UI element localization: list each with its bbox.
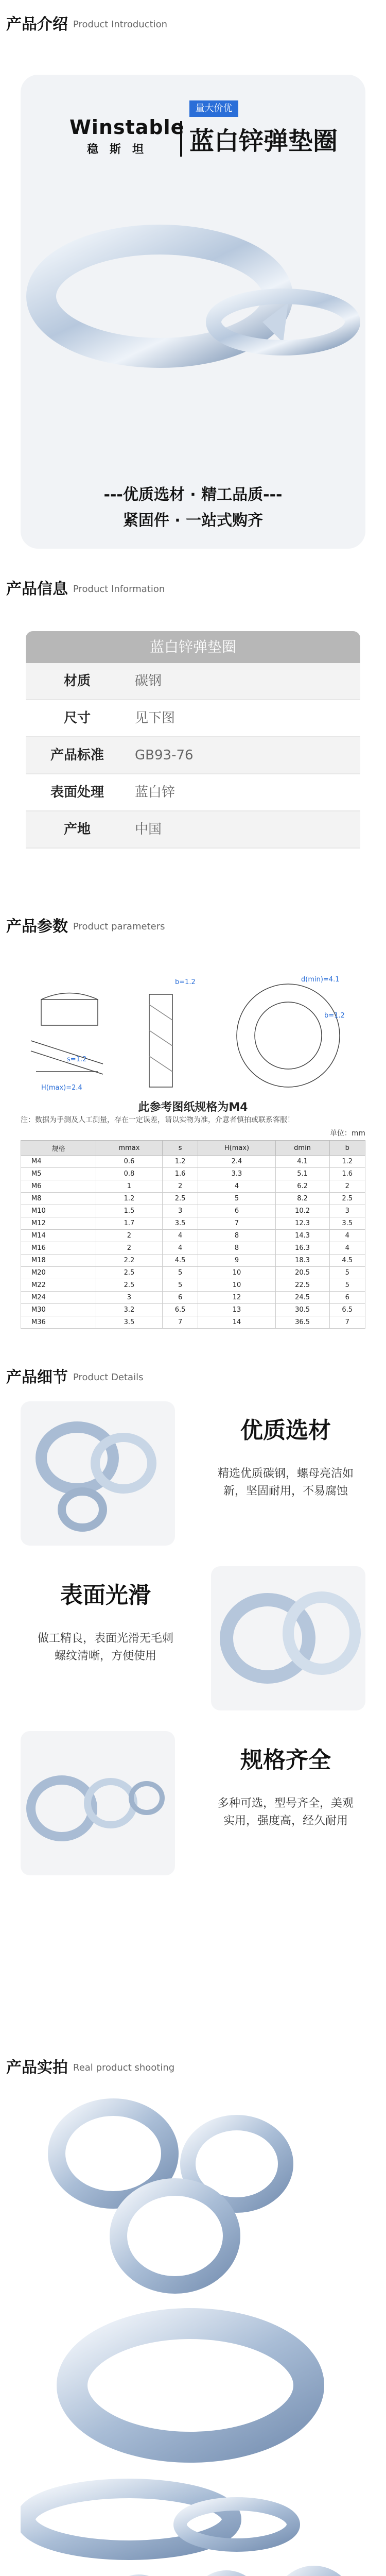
info-row — [26, 811, 360, 849]
spec-cell: 1.2 — [162, 1156, 198, 1168]
spec-cell: 2.5 — [162, 1193, 198, 1205]
spec-cell: 4 — [198, 1180, 275, 1193]
spec-cell: 20.5 — [275, 1267, 329, 1279]
spec-cell: 22.5 — [275, 1279, 329, 1292]
spec-cell: 8 — [198, 1230, 275, 1242]
spec-cell: 1.6 — [162, 1168, 198, 1180]
spec-cell: 5 — [329, 1267, 365, 1279]
spec-cell: 1 — [96, 1180, 162, 1193]
photo-washer-sideview — [26, 2488, 293, 2550]
spec-row — [21, 1168, 365, 1180]
spec-row — [21, 1279, 365, 1292]
spec-cell: 6.5 — [329, 1304, 365, 1316]
feature-desc-line: 新，坚固耐用，不易腐蚀 — [223, 1485, 348, 1498]
info-value: GB93-76 — [135, 748, 194, 763]
info-table — [26, 631, 360, 849]
spec-row — [21, 1304, 365, 1316]
spec-cell: 5 — [162, 1279, 198, 1292]
spec-cell: 13 — [198, 1304, 275, 1316]
spec-row — [21, 1230, 365, 1242]
product-photos — [21, 2097, 365, 2576]
spec-cell: 2 — [96, 1242, 162, 1255]
photo-washer-group — [57, 2107, 286, 2285]
info-value: 见下图 — [135, 710, 176, 726]
photo-single-washer — [72, 2324, 309, 2447]
info-key: 表面处理 — [50, 785, 104, 800]
feature-desc-line: 实用，强度高，经久耐用 — [223, 1815, 348, 1827]
label-b-top: b=1.2 — [175, 978, 196, 986]
feature-title: 表面光滑 — [60, 1582, 151, 1608]
spec-row — [21, 1205, 365, 1217]
spec-cell: 36.5 — [275, 1316, 329, 1329]
spec-header: dmin — [275, 1141, 329, 1156]
price-badge: 量大价优 — [189, 100, 238, 117]
spec-cell: 6 — [162, 1292, 198, 1304]
info-row — [26, 774, 360, 811]
feature-desc — [21, 1630, 190, 1665]
feature-desc — [201, 1795, 371, 1830]
spec-cell: 3.3 — [198, 1168, 275, 1180]
spec-cell: 2.5 — [329, 1193, 365, 1205]
detail-image-1 — [21, 1401, 175, 1546]
spec-cell: 16.3 — [275, 1242, 329, 1255]
spec-cell: 1.2 — [96, 1193, 162, 1205]
spec-row — [21, 1267, 365, 1279]
detail-image-3 — [21, 1731, 175, 1875]
spec-cell: M18 — [21, 1255, 96, 1267]
spec-cell: 6 — [329, 1292, 365, 1304]
section-subtitle: Product Information — [73, 583, 165, 595]
spec-row — [21, 1217, 365, 1230]
info-key: 产品标准 — [50, 748, 104, 763]
info-table-caption: 蓝白锌弹垫圈 — [26, 631, 360, 663]
measurement-note: 注：数据为手测及人工测量，存在一定误差，请以实物为准，介意者慎拍或联系客服！ — [21, 1116, 294, 1124]
spec-cell: 4.5 — [329, 1255, 365, 1267]
section-subtitle: Product Introduction — [73, 19, 168, 30]
info-row — [26, 663, 360, 700]
spec-cell: M10 — [21, 1205, 96, 1217]
spec-cell: M14 — [21, 1230, 96, 1242]
spec-cell: 10 — [198, 1279, 275, 1292]
spec-cell: 4.5 — [162, 1255, 198, 1267]
info-key: 材质 — [63, 673, 91, 689]
spec-cell: 4 — [329, 1230, 365, 1242]
spec-row — [21, 1316, 365, 1329]
spec-cell: 3.2 — [96, 1304, 162, 1316]
spec-cell: 7 — [329, 1316, 365, 1329]
spec-cell: M20 — [21, 1267, 96, 1279]
spec-cell: 6.5 — [162, 1304, 198, 1316]
info-row — [26, 700, 360, 737]
spec-cell: M8 — [21, 1193, 96, 1205]
spec-cell: 5.1 — [275, 1168, 329, 1180]
spec-cell: M22 — [21, 1279, 96, 1292]
spec-cell: M24 — [21, 1292, 96, 1304]
photo-washer-row — [39, 2571, 350, 2576]
spec-cell: 3 — [96, 1292, 162, 1304]
spec-cell: 2.5 — [96, 1267, 162, 1279]
spec-header: 规格 — [21, 1141, 96, 1156]
dimension-drawing — [21, 963, 365, 1097]
info-value: 中国 — [135, 822, 162, 837]
spec-header: H(max) — [198, 1141, 275, 1156]
section-header-photos — [0, 2050, 386, 2081]
section-header-params — [0, 909, 386, 940]
spec-cell: 14 — [198, 1316, 275, 1329]
spec-cell: 6 — [198, 1205, 275, 1217]
brand-name-cn: 稳斯坦 — [86, 143, 155, 156]
detail-feature-3 — [201, 1741, 371, 1886]
spec-cell: 3.5 — [329, 1217, 365, 1230]
spec-cell: 0.8 — [96, 1168, 162, 1180]
spec-cell: 6.2 — [275, 1180, 329, 1193]
feature-desc-line: 精选优质碳钢，螺母亮洁如 — [217, 1467, 354, 1480]
spec-cell: 12 — [198, 1292, 275, 1304]
feature-title: 规格齐全 — [240, 1747, 331, 1773]
spec-cell: 4.1 — [275, 1156, 329, 1168]
spec-cell: M6 — [21, 1180, 96, 1193]
spec-cell: 10.2 — [275, 1205, 329, 1217]
product-title: 蓝白锌弹垫圈 — [180, 121, 338, 157]
section-subtitle: Real product shooting — [73, 2062, 175, 2073]
spec-cell: M16 — [21, 1242, 96, 1255]
slogan-line-2: 紧固件 · 一站式购齐 — [122, 512, 264, 530]
spec-cell: 5 — [198, 1193, 275, 1205]
info-key: 尺寸 — [63, 710, 91, 726]
section-title: 产品实拍 — [6, 2059, 68, 2077]
feature-desc-line: 做工精良，表面光滑无毛刺 — [37, 1632, 173, 1645]
spec-cell: 2.2 — [96, 1255, 162, 1267]
spec-cell: 4 — [162, 1242, 198, 1255]
spec-cell: M12 — [21, 1217, 96, 1230]
spec-cell: 12.3 — [275, 1217, 329, 1230]
spec-cell: 4 — [162, 1230, 198, 1242]
spec-cell: 2 — [162, 1180, 198, 1193]
spec-cell: 4 — [329, 1242, 365, 1255]
label-b-right: b=1.2 — [324, 1012, 345, 1020]
washer-stack-icon — [21, 1401, 175, 1546]
info-value: 碳钢 — [135, 673, 162, 689]
spec-cell: 3.5 — [162, 1217, 198, 1230]
section-title: 产品参数 — [6, 918, 68, 936]
washer-sizes-icon — [21, 1731, 175, 1875]
detail-feature-2 — [21, 1577, 190, 1721]
spec-cell: 18.3 — [275, 1255, 329, 1267]
section-header-details — [0, 1360, 386, 1391]
spec-row — [21, 1156, 365, 1168]
spec-row — [21, 1193, 365, 1205]
spec-header-row — [21, 1141, 365, 1156]
washer-closeup-icon — [211, 1566, 365, 1710]
spec-cell: 2.4 — [198, 1156, 275, 1168]
spec-cell: 30.5 — [275, 1304, 329, 1316]
spec-cell: M4 — [21, 1156, 96, 1168]
hero-card — [21, 75, 365, 549]
spec-table — [21, 1140, 365, 1329]
spec-cell: 10 — [198, 1267, 275, 1279]
spec-cell: 24.5 — [275, 1292, 329, 1304]
spec-cell: M36 — [21, 1316, 96, 1329]
spec-header: mmax — [96, 1141, 162, 1156]
spec-cell: 3.5 — [96, 1316, 162, 1329]
spec-header: b — [329, 1141, 365, 1156]
section-title: 产品细节 — [6, 1368, 68, 1386]
spec-cell: 9 — [198, 1255, 275, 1267]
info-value: 蓝白锌 — [135, 785, 176, 800]
spec-cell: 1.2 — [329, 1156, 365, 1168]
spec-cell: 5 — [329, 1279, 365, 1292]
spec-cell: 8 — [198, 1242, 275, 1255]
spec-cell: 7 — [198, 1217, 275, 1230]
feature-desc — [201, 1465, 371, 1500]
section-title: 产品介绍 — [6, 15, 68, 33]
spec-cell: 2.5 — [96, 1279, 162, 1292]
spec-cell: 2 — [329, 1180, 365, 1193]
spec-cell: M30 — [21, 1304, 96, 1316]
label-dmin: d(min)=4.1 — [301, 976, 340, 984]
info-key: 产地 — [63, 822, 91, 837]
slogan-line-1: ---优质选材 · 精工品质--- — [103, 486, 283, 504]
spec-row — [21, 1180, 365, 1193]
spec-cell: 14.3 — [275, 1230, 329, 1242]
feature-desc-line: 螺纹清晰，方便使用 — [54, 1650, 156, 1663]
spec-row — [21, 1255, 365, 1267]
detail-image-2 — [211, 1566, 365, 1710]
reference-caption: 此参考图纸规格为M4 — [138, 1101, 248, 1114]
spec-cell: 0.6 — [96, 1156, 162, 1168]
spec-row — [21, 1292, 365, 1304]
label-hmax: H(max)=2.4 — [41, 1084, 82, 1092]
brand-logo — [69, 116, 185, 157]
brand-name-en: Winstable — [69, 116, 185, 139]
spec-cell: 1.7 — [96, 1217, 162, 1230]
detail-feature-1 — [201, 1412, 371, 1556]
feature-desc-line: 多种可选，型号齐全，美观 — [217, 1797, 354, 1810]
spec-cell: 2 — [96, 1230, 162, 1242]
spec-cell: M5 — [21, 1168, 96, 1180]
spec-cell: 7 — [162, 1316, 198, 1329]
info-row — [26, 737, 360, 774]
section-subtitle: Product parameters — [73, 921, 165, 932]
section-title: 产品信息 — [6, 580, 68, 598]
spec-cell: 1.6 — [329, 1168, 365, 1180]
spec-cell: 3 — [162, 1205, 198, 1217]
section-subtitle: Product Details — [73, 1371, 144, 1383]
section-header-intro — [0, 7, 386, 38]
feature-title: 优质选材 — [240, 1417, 331, 1444]
spec-header: s — [162, 1141, 198, 1156]
spring-washers-illustration — [21, 167, 365, 456]
unit-label: 单位：mm — [329, 1129, 365, 1138]
spec-cell: 3 — [329, 1205, 365, 1217]
spec-cell: 8.2 — [275, 1193, 329, 1205]
spec-cell: 1.5 — [96, 1205, 162, 1217]
section-header-info — [0, 572, 386, 603]
spec-row — [21, 1242, 365, 1255]
label-s: s=1.2 — [67, 1056, 87, 1063]
spec-cell: 5 — [162, 1267, 198, 1279]
